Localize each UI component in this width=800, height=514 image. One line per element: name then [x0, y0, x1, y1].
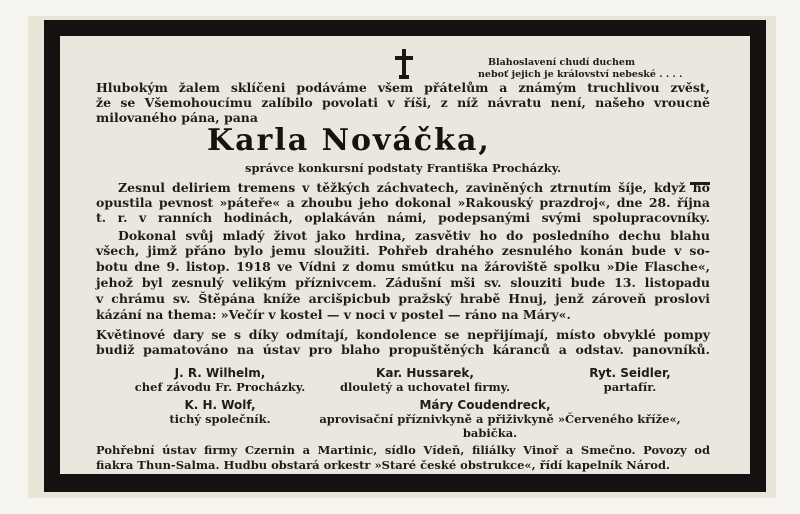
- body-line-8: v chrámu sv. Štěpána kníže arcišpicbub pražský hrabě Hnuj, jenž zároveň proslovi: [96, 291, 710, 306]
- cross-icon: [393, 48, 415, 80]
- signatory-name: Ryt. Seidler,: [589, 366, 671, 380]
- motto-line-1: Blahoslavení chudí duchem: [488, 57, 636, 68]
- deceased-name: Karla Nováčka,: [207, 123, 491, 158]
- footer-line-1: Pohřební ústav firmy Czernin a Martinic, sídlo Vídeň, filiálky Vinoř a Smečno. Povozy od: [96, 443, 710, 457]
- signatory-name: K. H. Wolf,: [184, 398, 256, 412]
- motto-line-2: neboť jejich je království nebeské . . . .: [478, 69, 683, 80]
- body-line-2: opustila pevnost »páteře« a zhoubu jeho dokonal »Rakouský prazdroj«, dne 28. října: [96, 195, 710, 210]
- body-line-4: Dokonal svůj mladý život jako hrdina, zasvětiv ho do posledního dechu blahu: [118, 228, 710, 243]
- body-line-3: t. r. v ranních hodinách, oplakáván námi, podepsanými svými spolupracovníky.: [96, 210, 710, 225]
- body-line-10: Květinové dary se s díky odmítají, kondolence se nepřijímají, místo obvyklé pompy: [96, 327, 710, 342]
- body-line-9: kázání na thema: »Večír v kostel — v noci v postel — ráno na Máry«.: [96, 307, 571, 322]
- signatory-name: Máry Coudendreck,: [419, 398, 551, 412]
- body-line-7: jehož byl zesnulý velikým příznivcem. Zádušní mši sv. slouziti bude 13. listopadu: [96, 275, 710, 290]
- body-line-6: botu dne 9. listop. 1918 ve Vídni z domu smútku na žároviště spolku »Die Flasche«,: [96, 259, 710, 274]
- signatory-role: dlouletý a uchovatel firmy.: [339, 380, 511, 394]
- intro-line-3: milovaného pána, pana: [96, 110, 258, 125]
- signatory-role: chef závodu Fr. Procházky.: [134, 380, 306, 394]
- body-line-1: Zesnul deliriem tremens v těžkých záchvatech, zaviněných ztrnutím šíje, když ho: [118, 180, 710, 195]
- footer-line-2: fiakra Thun-Salma. Hudbu obstará orkestr »Staré české obstrukce«, řídí kapelník Národ.: [96, 458, 671, 472]
- signatory-name: J. R. Wilhelm,: [174, 366, 266, 380]
- signatory-role: babička.: [462, 426, 518, 440]
- intro-line-1: Hlubokým žalem sklíčeni podáváme všem přátelům a známým truchlivou zvěst,: [96, 80, 710, 95]
- body-line-11: budiž pamatováno na ústav pro blaho propuštěných káranců a odstav. panovníků.: [96, 342, 710, 357]
- deceased-title: správce konkursní podstaty Františka Procházky.: [245, 161, 562, 175]
- signatory-role: aprovisační příznivkyně a přiživkyně »Červeného kříže«,: [319, 412, 681, 426]
- intro-line-2: že se Všemohoucímu zalíbilo povolati v říši, z níž návratu není, našeho vroucně: [96, 95, 710, 110]
- signatory-name: Kar. Hussarek,: [376, 366, 474, 380]
- body-line-5: všech, jimž přáno bylo jemu sloužiti. Pohřeb drahého zesnulého konán bude v so-: [96, 243, 710, 258]
- signatory-role: tichý společník.: [169, 412, 271, 426]
- signatory-role: partafír.: [603, 380, 657, 394]
